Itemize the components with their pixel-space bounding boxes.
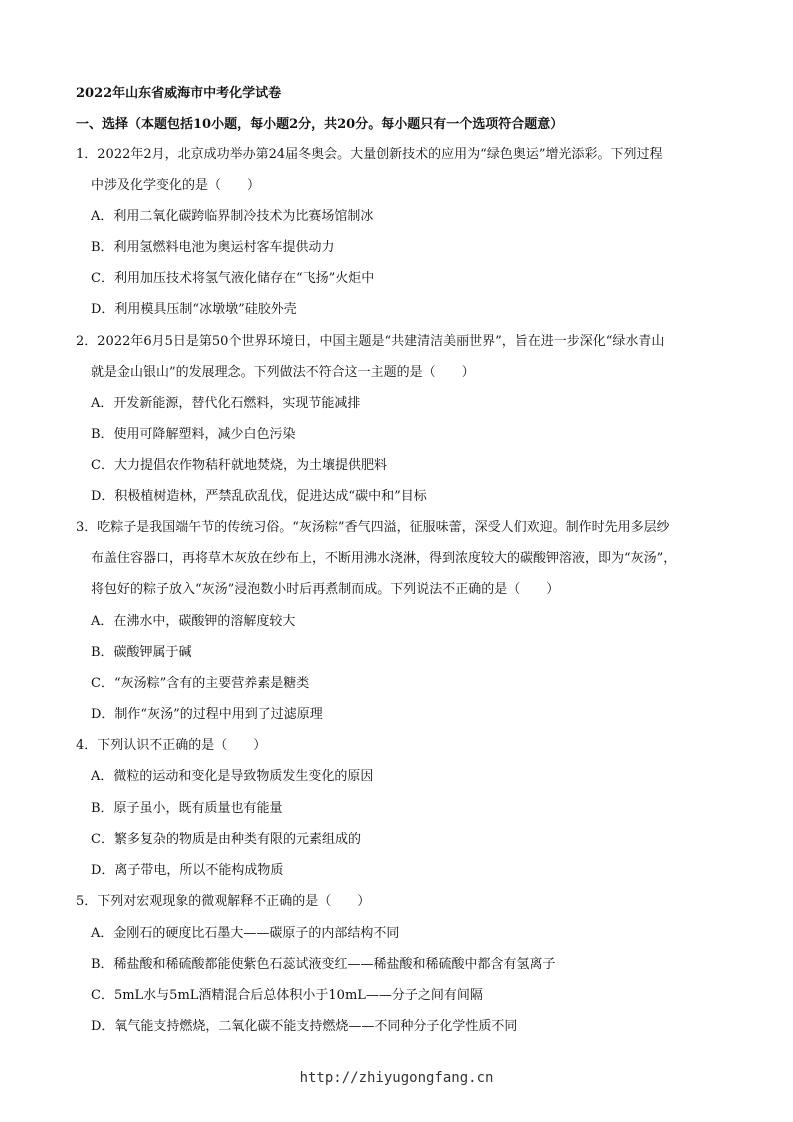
question-1-stem-line-2: 中涉及化学变化的是（ ）	[91, 178, 261, 193]
question-5-option-d: D．氧气能支持燃烧，二氧化碳不能支持燃烧——不同种分子化学性质不同	[91, 1019, 518, 1034]
question-2-stem-line-2: 就是金山银山”的发展理念。下列做法不符合这一主题的是（ ）	[91, 365, 475, 380]
question-1-option-a: A．利用二氧化碳跨临界制冷技术为比赛场馆制冰	[91, 209, 374, 224]
question-2-option-b: B．使用可降解塑料，减少白色污染	[91, 427, 296, 442]
question-4-option-b: B．原子虽小，既有质量也有能量	[91, 801, 283, 816]
question-1-option-b: B．利用氢燃料电池为奥运村客车提供动力	[91, 240, 335, 255]
question-3-option-a: A．在沸水中，碳酸钾的溶解度较大	[91, 614, 296, 629]
question-3-option-c: C．“灰汤粽”含有的主要营养素是糖类	[91, 676, 310, 691]
question-1-option-d: D．利用模具压制“冰墩墩”硅胶外壳	[91, 302, 297, 317]
question-4-option-c: C．繁多复杂的物质是由种类有限的元素组成的	[91, 832, 361, 847]
question-4-stem-line-1: 4．下列认识不正确的是（ ）	[76, 738, 267, 753]
question-2-stem-line-1: 2．2022年6月5日是第50个世界环境日，中国主题是“共建清洁美丽世界”，旨在进一步深化“绿水青山	[76, 334, 665, 349]
question-4-option-a: A．微粒的运动和变化是导致物质发生变化的原因	[91, 769, 374, 784]
question-3-stem-line-1: 3．吃粽子是我国端午节的传统习俗。“灰汤粽”香气四溢，征服味蕾，深受人们欢迎。制作时先用多层纱	[76, 520, 670, 535]
question-5-option-a: A．金刚石的硬度比石墨大——碳原子的内部结构不同	[91, 926, 400, 941]
question-5-stem-line-1: 5．下列对宏观现象的微观解释不正确的是（ ）	[76, 894, 371, 909]
question-3-option-d: D．制作“灰汤”的过程中用到了过滤原理	[91, 707, 323, 722]
question-2-option-d: D．积极植树造林，严禁乱砍乱伐，促进达成“碳中和”目标	[91, 489, 427, 504]
question-3-stem-line-3: 将包好的粽子放入“灰汤”浸泡数小时后再煮制而成。下列说法不正确的是（ ）	[91, 582, 560, 597]
question-2-option-c: C．大力提倡农作物秸秆就地焚烧，为土壤提供肥料	[91, 458, 387, 473]
question-3-option-b: B．碳酸钾属于碱	[91, 645, 192, 660]
question-4-option-d: D．离子带电，所以不能构成物质	[91, 863, 284, 878]
question-3-stem-line-2: 布盖住容器口，再将草木灰放在纱布上，不断用沸水浇淋，得到浓度较大的碳酸钾溶液，即为“灰汤”，	[91, 551, 677, 566]
question-2-option-a: A．开发新能源，替代化石燃料，实现节能减排	[91, 396, 361, 411]
page-title: 2022年山东省威海市中考化学试卷	[76, 86, 282, 101]
section-heading: 一、选择（本题包括10小题，每小题2分，共20分。每小题只有一个选项符合题意）	[76, 117, 564, 132]
question-1-option-c: C．利用加压技术将氢气液化储存在“飞扬”火炬中	[91, 271, 375, 286]
footer-url: http://zhiyugongfang.cn	[299, 1070, 494, 1086]
question-5-option-b: B．稀盐酸和稀硫酸都能使紫色石蕊试液变红——稀盐酸和稀硫酸中都含有氢离子	[91, 957, 556, 972]
question-5-option-c: C．5mL水与5mL酒精混合后总体积小于10mL——分子之间有间隔	[91, 988, 483, 1003]
question-1-stem-line-1: 1．2022年2月，北京成功举办第24届冬奥会。大量创新技术的应用为“绿色奥运”增光添彩。下列过程	[76, 147, 663, 162]
